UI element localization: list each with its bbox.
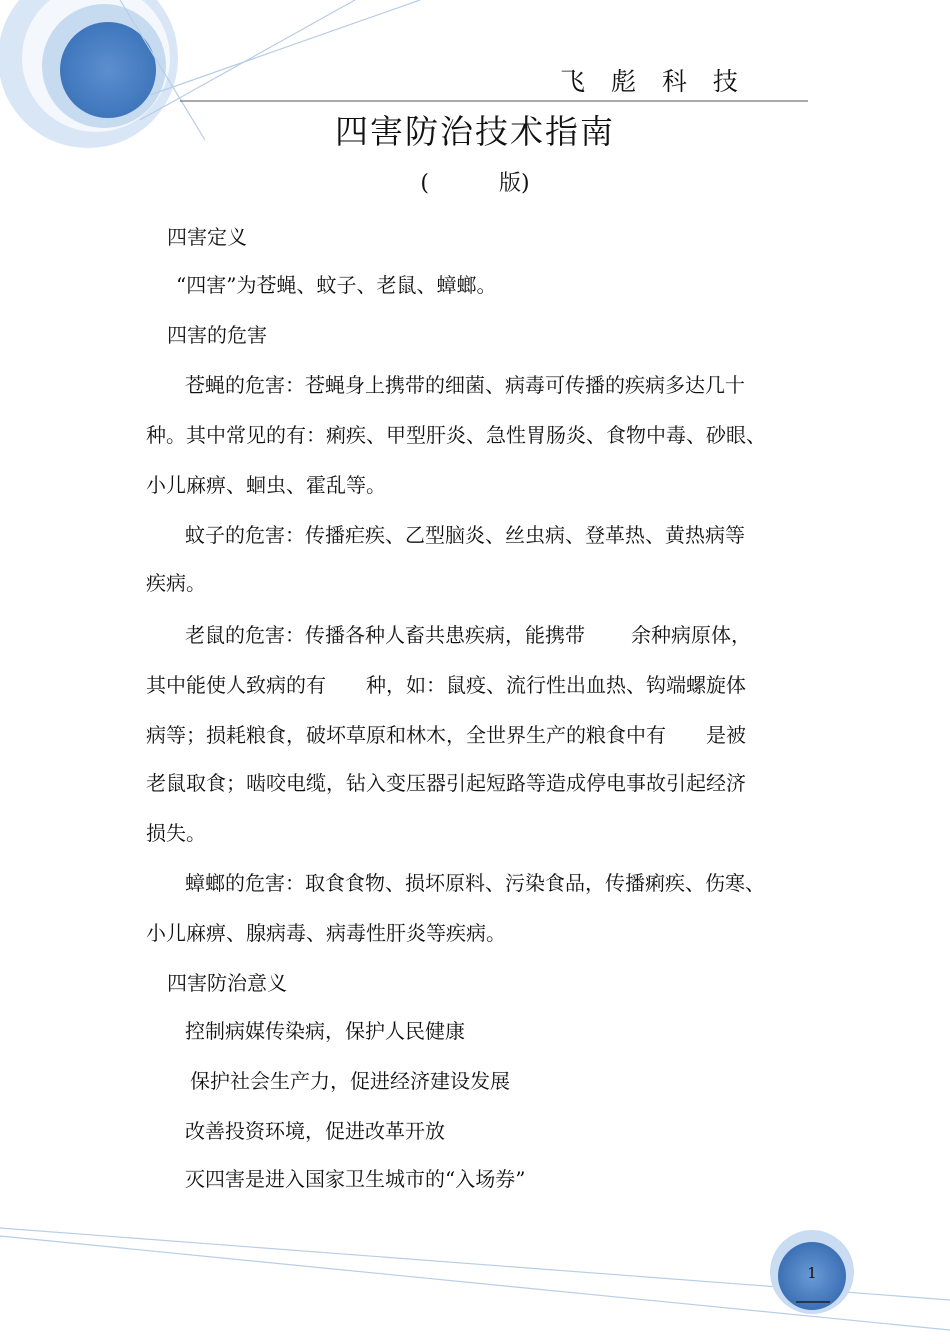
- harm-heading: 四害的危害: [167, 323, 267, 347]
- rat-line-3a: 病等；损耗粮食，破坏草原和林木，全世界生产的粮食中有: [146, 723, 666, 747]
- mosquito-harm-line-1: 蚊子的危害：传播疟疾、乙型脑炎、丝虫病、登革热、黄热病等: [185, 523, 745, 547]
- rat-line-1b: 余种病原体，: [631, 623, 751, 647]
- significance-item-2: 保护社会生产力，促进经济建设发展: [190, 1069, 510, 1093]
- version-label: 版): [499, 171, 530, 196]
- rat-harm-line-3: [146, 720, 746, 750]
- rat-harm-line-2: [146, 670, 746, 700]
- cockroach-harm-line-2: 小儿麻痹、腺病毒、病毒性肝炎等疾病。: [146, 921, 506, 945]
- document-title: 四害防治技术指南: [335, 112, 615, 151]
- fly-harm-line-3: 小儿麻痹、蛔虫、霍乱等。: [146, 473, 386, 497]
- version-line: [0, 166, 950, 197]
- rat-harm-line-1: [185, 620, 751, 650]
- significance-item-3: 改善投资环境，促进改革开放: [185, 1119, 445, 1143]
- rat-line-3b: 是被: [706, 723, 746, 747]
- rat-line-2a: 其中能使人致病的有: [146, 673, 326, 697]
- company-name: 飞 彪 科 技: [560, 67, 747, 96]
- definition-heading: 四害定义: [167, 225, 247, 249]
- cockroach-harm-line-1: 蟑螂的危害：取食食物、损坏原料、污染食品，传播痢疾、伤寒、: [185, 871, 765, 895]
- version-open-paren: (: [420, 171, 429, 196]
- rat-harm-line-5: 损失。: [146, 821, 206, 845]
- definition-text: “四害”为苍蝇、蚊子、老鼠、蟑螂。: [176, 273, 497, 297]
- significance-item-1: 控制病媒传染病，保护人民健康: [185, 1019, 465, 1043]
- significance-heading: 四害防治意义: [167, 971, 287, 995]
- mosquito-harm-line-2: 疾病。: [146, 571, 206, 595]
- page-number: 1: [807, 1264, 817, 1282]
- fly-harm-line-1: 苍蝇的危害：苍蝇身上携带的细菌、病毒可传播的疾病多达几十: [185, 373, 745, 397]
- rat-harm-line-4: 老鼠取食；啮咬电缆，钻入变压器引起短路等造成停电事故引起经济: [146, 771, 746, 795]
- significance-item-4: 灭四害是进入国家卫生城市的“入场券”: [185, 1167, 526, 1191]
- rat-line-2b: 种，如：鼠疫、流行性出血热、钩端螺旋体: [366, 673, 746, 697]
- rat-line-1a: 老鼠的危害：传播各种人畜共患疾病，能携带: [185, 623, 585, 647]
- fly-harm-line-2: 种。其中常见的有：痢疾、甲型肝炎、急性胃肠炎、食物中毒、砂眼、: [146, 423, 766, 447]
